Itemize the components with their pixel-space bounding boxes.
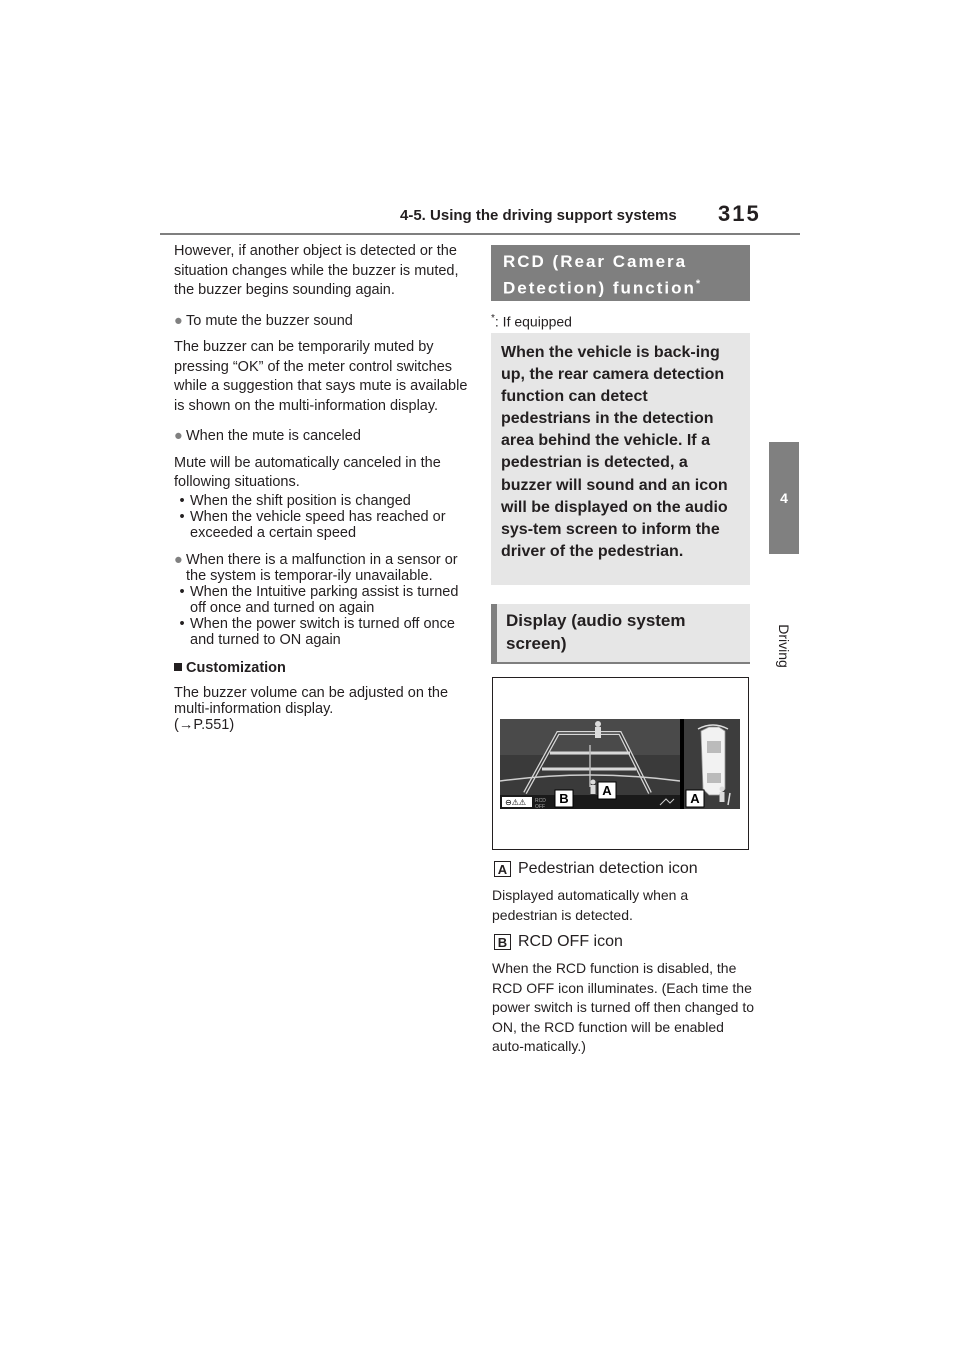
- mute-heading: ● To mute the buzzer sound: [174, 312, 474, 332]
- bullet-circle-icon: ●: [174, 312, 183, 329]
- caption-b: [494, 933, 623, 951]
- rcd-heading: RCD (Rear Camera Detection) function*: [491, 245, 750, 301]
- camera-screen: [500, 719, 740, 809]
- svg-text:A: A: [602, 783, 612, 798]
- section-title: 4-5. Using the driving support systems: [400, 207, 677, 224]
- list-item: • When the shift position is changed: [179, 492, 411, 509]
- caption-b-description: When the RCD function is disabled, the RCD OFF icon illuminates. (Each time the power switch is turned off then changed to ON, the RCD function will be enabled auto-matically.): [492, 960, 755, 1054]
- paragraph-buzzer-resume: However, if another object is detected or the situation changes while the buzzer is muted, the buzzer begins sounding again.: [174, 243, 459, 298]
- svg-text:⊖⚠⚠: ⊖⚠⚠: [505, 798, 527, 807]
- header-rule: [160, 233, 800, 235]
- display-heading: Display (audio system screen): [491, 604, 750, 662]
- svg-text:B: B: [559, 791, 569, 806]
- heading-rule: [491, 662, 750, 664]
- square-bullet-icon: [174, 663, 182, 671]
- chapter-label: Driving: [776, 624, 792, 668]
- audio-screen-figure: [492, 677, 749, 850]
- pedestrian-icon: [720, 787, 725, 803]
- page-reference-link[interactable]: (→P.551): [174, 717, 235, 733]
- bullet-circle-icon: ●: [174, 551, 183, 568]
- caption-a: [494, 860, 698, 878]
- customization-text: The buzzer volume can be adjusted on the multi-information display.: [174, 685, 449, 717]
- caption-a-title: Pedestrian detection icon: [518, 860, 698, 877]
- bullet-circle-icon: ●: [174, 428, 183, 444]
- caption-b-title: RCD OFF icon: [518, 933, 623, 950]
- chapter-number: 4: [780, 490, 788, 506]
- intro-box: When the vehicle is back-ing up, the rear camera detection function can detect pedestrians in the detection area behind the vehicle. If a pedestrian is detected, a buzzer will sound and an icon will be displayed on the audio sys-tem screen to inform the driver of the pedestrian.: [491, 333, 750, 585]
- list-item: • When the power switch is turned off once and turned to ON again: [179, 615, 455, 648]
- svg-text:OFF: OFF: [535, 804, 545, 809]
- page-number: 315: [718, 201, 761, 226]
- callout-a: [686, 790, 704, 807]
- caption-a-description: Displayed automatically when a pedestrian is detected.: [492, 887, 689, 923]
- rcd-off-icon: RCD: [535, 798, 546, 804]
- canceled-heading: ● When the mute is canceled: [174, 427, 474, 447]
- pedestrian-icon: [595, 721, 601, 738]
- footnote-marker: *: [695, 278, 701, 290]
- camera-view-svg: [500, 719, 740, 809]
- svg-text:A: A: [690, 791, 700, 806]
- left-column: [174, 242, 474, 733]
- customization-heading: Customization: [174, 659, 474, 679]
- callout-a: [598, 782, 616, 799]
- malfunction-item: ● When there is a malfunction in a sensor or the system is temporar-ily unavailable.: [174, 551, 458, 584]
- canceled-text: Mute will be automatically canceled in the following situations.: [174, 454, 441, 490]
- equipment-note: *: If equipped: [491, 313, 572, 330]
- callout-label-b: B: [494, 934, 511, 950]
- callout-label-a: A: [494, 861, 511, 877]
- callout-b: [555, 790, 573, 807]
- chapter-tab[interactable]: [769, 442, 799, 554]
- mute-text: The buzzer can be temporarily muted by pressing “OK” of the meter control switches while a suggestion that says mute is available is shown on the multi-information display.: [174, 339, 468, 414]
- pedestrian-icon: [591, 780, 596, 795]
- list-item: • When the Intuitive parking assist is turned off once and turned on again: [179, 583, 459, 616]
- list-item: • When the vehicle speed has reached or exceeded a certain speed: [179, 508, 446, 541]
